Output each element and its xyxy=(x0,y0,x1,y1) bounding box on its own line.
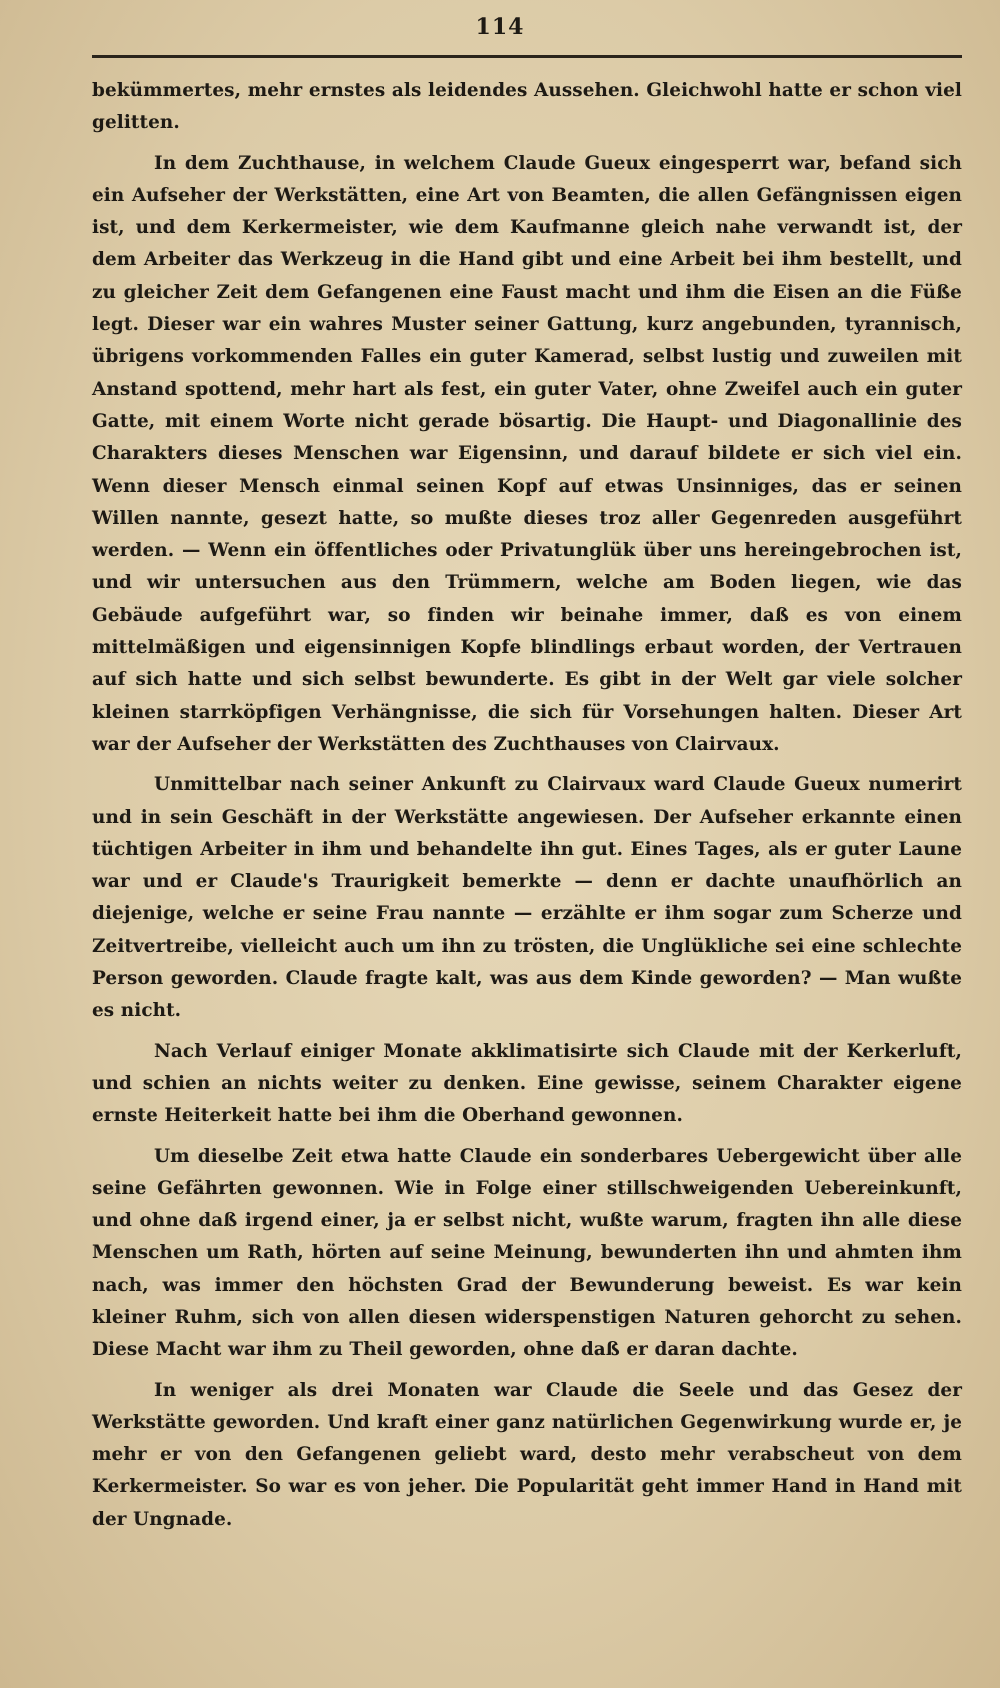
paragraph: bekümmertes, mehr ernstes als leidendes Aussehen. Gleichwohl hatte er schon viel gelitten. xyxy=(92,80,962,134)
body-text xyxy=(92,75,962,1544)
paragraph: Um dieselbe Zeit etwa hatte Claude ein sonderbares Uebergewicht über alle seine Gefährten gewonnen. Wie in Folge einer stillschweigenden Uebereinkunft, und ohne daß irgend einer, ja er selbst nicht, wußte warum, fragten ihn alle diese Menschen um Rath, hörten auf seine Meinung, bewunderten ihn und ahmten ihm nach, was immer den höchsten Grad der Bewunderung beweist. Es war kein kleiner Ruhm, sich von allen diesen widerspenstigen Naturen gehorcht zu sehen. Diese Macht war ihm zu Theil geworden, ohne daß er daran dachte. xyxy=(92,1145,962,1361)
paragraph: Nach Verlauf einiger Monate akklimatisirte sich Claude mit der Kerkerluft, und schien an nichts weiter zu denken. Eine gewisse, seinem Charakter eigene ernste Heiterkeit hatte bei ihm die Oberhand gewonnen. xyxy=(92,1040,962,1127)
paragraph: In dem Zuchthause, in welchem Claude Gueux eingesperrt war, befand sich ein Aufseher der Werkstätten, eine Art von Beamten, die allen Gefängnissen eigen ist, und dem Kerkermeister, wie dem Kaufmanne gleich nahe verwandt ist, der dem Arbeiter das Werkzeug in die Hand gibt und eine Arbeit bei ihm bestellt, und zu gleicher Zeit dem Gefangenen eine Faust macht und ihm die Eisen an die Füße legt. Dieser war ein wahres Muster seiner Gattung, kurz angebunden, tyrannisch, übrigens vorkommenden Falles ein guter Kamerad, selbst lustig und zuweilen mit Anstand spottend, mehr hart als fest, ein guter Vater, ohne Zweifel auch ein guter Gatte, mit einem Worte nicht gerade bösartig. Die Haupt- und Diagonallinie des Charakters dieses Menschen war Eigensinn, und darauf bildete er sich viel ein. Wenn dieser Mensch einmal seinen Kopf auf etwas Unsinniges, das er seinen Willen nannte, gesezt hatte, so mußte dieses troz aller Gegenreden ausgeführt werden. — Wenn ein öffentliches oder Privatunglük über uns hereingebrochen ist, und wir untersuchen aus den Trümmern, welche am Boden liegen, wie das Gebäude aufgeführt war, so finden wir beinahe immer, daß es von einem mittelmäßigen und eigensinnigen Kopfe blindlings erbaut worden, der Vertrauen auf sich hatte und sich selbst bewunderte. Es gibt in der Welt gar viele solcher kleinen starrköpfigen Verhängnisse, die sich für Vorsehungen halten. Dieser Art war der Aufseher der Werkstätten des Zuchthauses von Clairvaux. xyxy=(92,152,962,755)
page-number: 114 xyxy=(475,14,525,40)
paragraph: Unmittelbar nach seiner Ankunft zu Clairvaux ward Claude Gueux numerirt und in sein Geschäft in der Werkstätte angewiesen. Der Aufseher erkannte einen tüchtigen Arbeiter in ihm und behandelte ihn gut. Eines Tages, als er guter Laune war und er Claude's Traurigkeit bemerkte — denn er dachte unaufhörlich an diejenige, welche er seine Frau nannte — erzählte er ihm sogar zum Scherze und Zeitvertreibe, vielleicht auch um ihn zu trösten, die Unglükliche sei eine schlechte Person geworden. Claude fragte kalt, was aus dem Kinde geworden? — Man wußte es nicht. xyxy=(92,774,962,1022)
header-rule xyxy=(92,55,962,58)
paragraph: In weniger als drei Monaten war Claude die Seele und das Gesez der Werkstätte geworden. Und kraft einer ganz natürlichen Gegenwirkung wurde er, je mehr er von den Gefangenen geliebt ward, desto mehr verabscheut von dem Kerkermeister. So war es von jeher. Die Popularität geht immer Hand in Hand mit der Ungnade. xyxy=(92,1379,962,1530)
